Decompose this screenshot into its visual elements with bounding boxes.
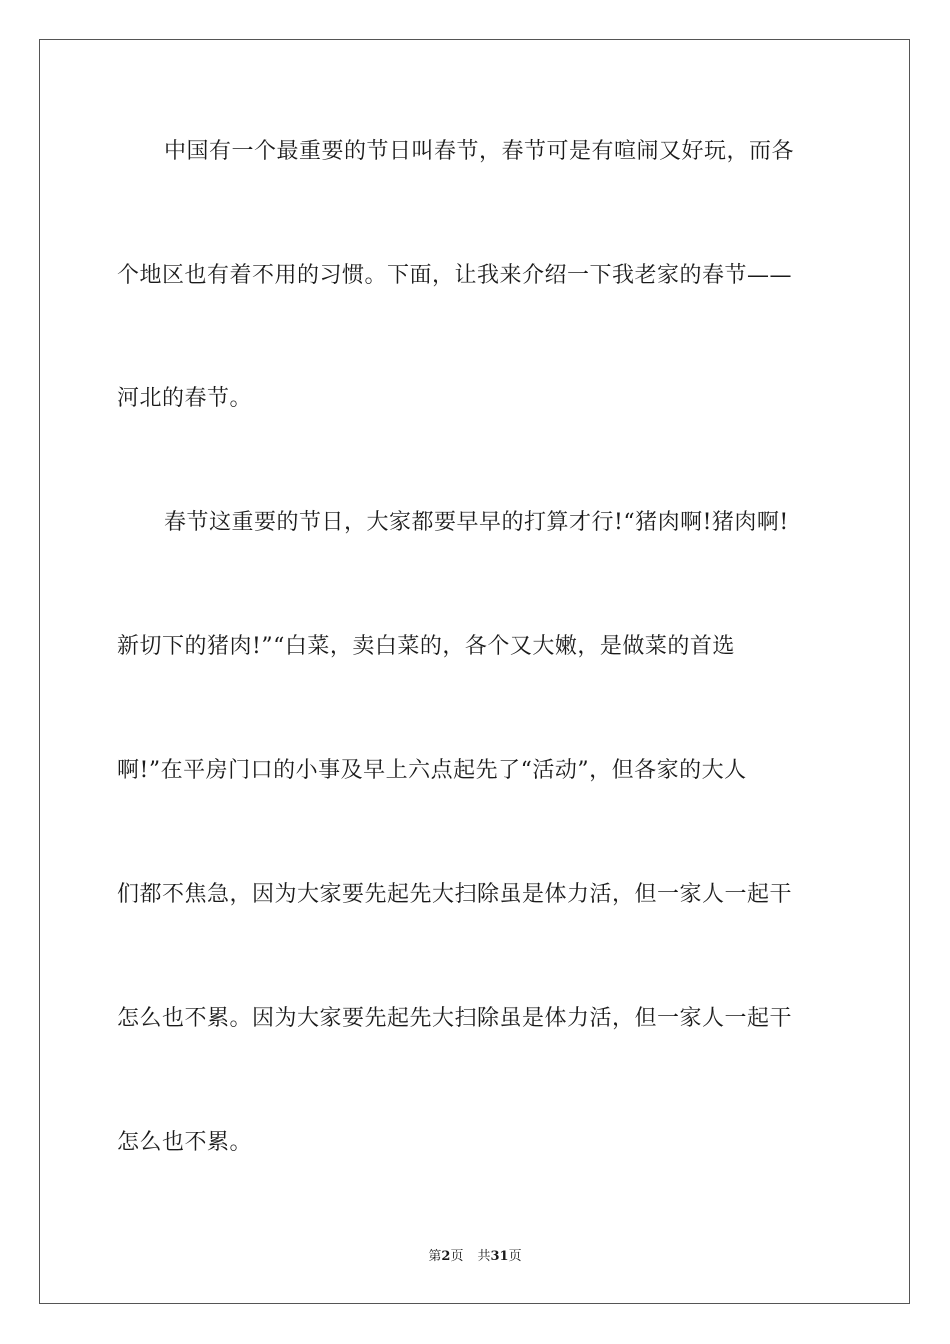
paragraph-1-line-1: 中国有一个最重要的节日叫春节，春节可是有喧闹又好玩，而各 [164,139,795,164]
paragraph-2-line-3: 啊!”在平房门口的小事及早上六点起先了“活动”，但各家的大人 [117,758,747,783]
paragraph-2-line-4: 们都不焦急，因为大家要先起先大扫除虽是体力活，但一家人一起干 [117,882,793,907]
total-prefix: 共 [477,1249,491,1264]
paragraph-2-line-1: 春节这重要的节日，大家都要早早的打算才行!“猪肉啊!猪肉啊! [164,510,789,535]
paragraph-2-line-6: 怎么也不累。 [117,1130,253,1155]
paragraph-2-line-2: 新切下的猪肉!”“白菜，卖白菜的，各个又大嫩，是做菜的首选 [117,634,735,659]
page-border [39,39,910,1304]
total-pages: 31 [490,1249,509,1264]
page-footer [0,1248,950,1266]
paragraph-1-line-3: 河北的春节。 [117,386,253,411]
total-suffix: 页 [508,1249,522,1264]
page-suffix: 页 [450,1249,464,1264]
page-prefix: 第 [428,1249,442,1264]
paragraph-1-line-2: 个地区也有着不用的习惯。下面，让我来介绍一下我老家的春节—— [117,263,793,288]
page-number: 2 [441,1249,451,1264]
paragraph-2-line-5: 怎么也不累。因为大家要先起先大扫除虽是体力活，但一家人一起干 [117,1006,793,1031]
